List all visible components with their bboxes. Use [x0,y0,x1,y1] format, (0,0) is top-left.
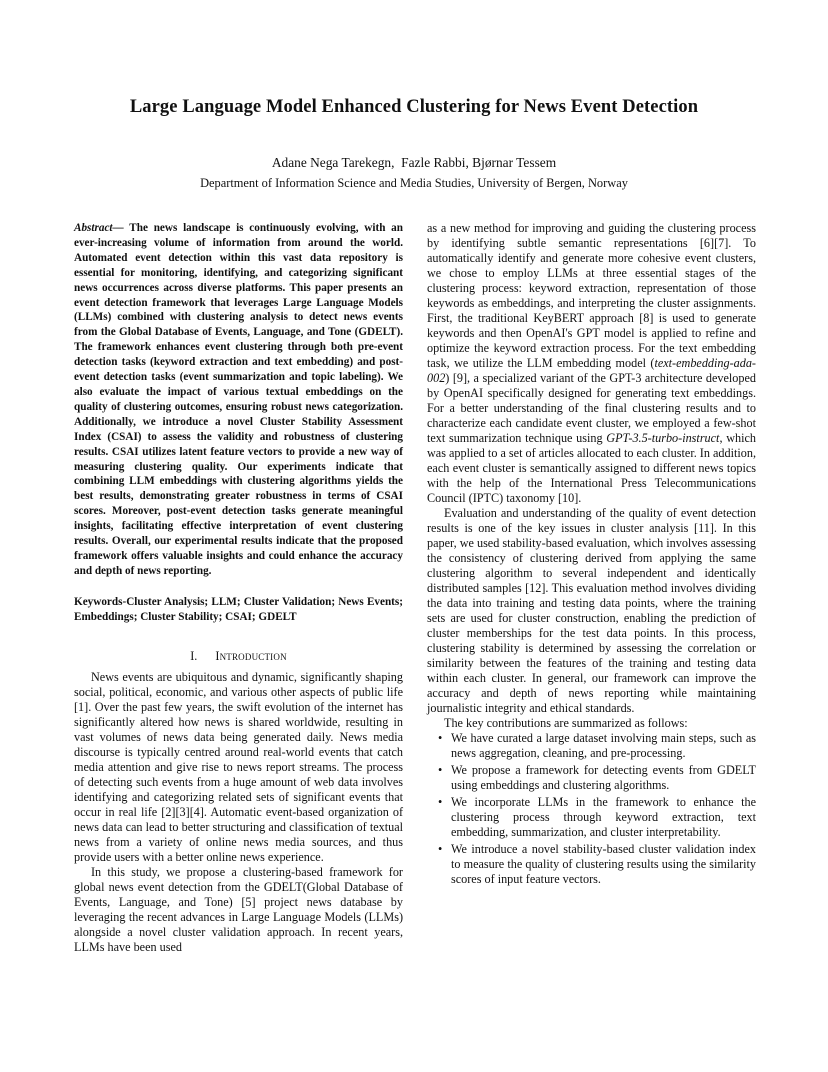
contributions-intro: The key contributions are summarized as follows: [444,716,688,730]
list-item [438,763,756,793]
left-column [74,221,403,955]
section-number: I. [190,648,198,663]
contributions-list [427,731,756,887]
contribution-text: We propose a framework for detecting events from GDELT using embeddings and clustering algorithms. [451,763,756,792]
bullet-icon: • [438,731,443,745]
paragraph-text-part: , which was applied to a set of articles allocated to each cluster. In addition, each event cluster is semantically assigned to different news topics with the help of the International Press Telecommunications Council (IPTC) taxonomy [10]. [427,431,756,505]
section-heading-introduction [74,649,403,664]
paper-title: Large Language Model Enhanced Clustering for News Event Detection [129,97,699,117]
list-item [438,842,756,887]
intro-paragraph-4: Evaluation and understanding of the quality of event detection results is one of the key issues in cluster analysis [11]. In this paper, we used stability-based evaluation, which involves assessing the consistency of clustering derived from applying the same clustering algorithm to several independent and identically distributed samples [12]. This evaluation method involves dividing the data into training and testing data points, where the training sets are used for cluster construction, enabling the prediction of cluster memberships for the test data points. In this process, clustering stability is determined by assessing the correlation or similarity between the features of the training and testing data within each cluster. In general, our framework can improve the accuracy and depth of news reporting while maintaining journalistic integrity and ethical standards. [427,506,756,715]
abstract-label: Abstract— [74,222,124,234]
model-name-summarization: GPT-3.5-turbo-instruct [606,431,720,445]
model-name-embedding: text-embedding-ada-002 [427,356,756,385]
list-item [438,731,756,761]
author-affiliation: Department of Information Science and Media Studies, University of Bergen, Norway [200,176,628,190]
contribution-text: We introduce a novel stability-based cluster validation index to measure the quality of clustering results using the similarity scores of input feature vectors. [451,842,756,886]
author-list: Adane Nega Tarekegn, Fazle Rabbi, Bjørnar Tessem [271,155,557,170]
list-item [438,795,756,840]
bullet-icon: • [438,795,443,809]
intro-paragraph-2: In this study, we propose a clustering-based framework for global news event detection from the GDELT(Global Database of Events, Language, and Tone) [5] project news database by leveraging the recent advances in Large Language Models (LLMs) alongside a novel cluster validation approach. In recent years, LLMs have been used [74,864,403,954]
bullet-icon: • [438,763,443,777]
paragraph-text-part: as a new method for improving and guiding the clustering process by identifying subtle semantic representations [6][7]. To automatically identify and generate more cohesive event clusters, we chose to employ LLMs at three essential stages of the clustering process: keyword extraction, representation of those keywords as embeddings, and interpreting the cluster assignments. First, the traditional KeyBERT approach [8] is used to generate keywords and then OpenAI's GPT model is applied to refine and optimize the keyword extraction process. For the text embedding task, we utilize the LLM embedding model ( [427,221,756,370]
abstract-text: The news landscape is continuously evolving, with an ever-increasing volume of information from around the world. Automated event detection within this vast data repository is essential for monitoring, identifying, and categorizing significant news occurrences across diverse platforms. This paper presents an event detection framework that leverages Large Language Models (LLMs) combined with clustering analysis to detect news events from the Global Database of Events, Language, and Tone (GDELT). The framework enhances event clustering through both pre-event detection tasks (keyword extraction and text embedding) and post-event detection tasks (event summarization and topic labeling). We also evaluate the impact of various textual embeddings on the quality of clustering outcomes, ensuring robust news categorization. Additionally, we introduce a novel Cluster Stability Assessment Index (CSAI) to assess the validity and robustness of clustering results. CSAI utilizes latent feature vectors to provide a new way of measuring clustering quality. Our experiments indicate that combining LLM embeddings with clustering algorithms yields the best results, demonstrating greater robustness in terms of CSAI scores. Moreover, post-event detection tasks generate meaningful insights, facilitating effective interpretation of event clustering results. Overall, our experimental results indicate that the proposed framework offers valuable insights and could enhance the accuracy and depth of news reporting. [74,222,403,577]
section-title: Introduction [215,648,287,663]
keywords: Keywords-Cluster Analysis; LLM; Cluster Validation; News Events; Embeddings; Cluster Stability; CSAI; GDELT [74,595,403,623]
contribution-text: We incorporate LLMs in the framework to enhance the clustering process through keyword extraction, text embedding, summarization, and cluster interpretability. [451,795,756,839]
abstract [74,221,403,579]
bullet-icon: • [438,842,443,856]
right-column [427,221,756,889]
paragraph-text-part: ) [9], a specialized variant of the GPT-3 architecture developed by OpenAI specifically designed for generating text embeddings. For a better understanding of the final clustering results and to characterize each candidate event cluster, we employed a few-shot text summarization technique using [427,371,756,445]
intro-paragraph-1: News events are ubiquitous and dynamic, significantly shaping social, political, economic, and various other aspects of public life [1]. Over the past few years, the swift evolution of the internet has significantly altered how news is shared worldwide, resulting in vast volumes of news data being generated daily. News media discourse is typically centred around real-world events that catch media attention and give rise to news report streams. The process of detecting such events from a huge amount of web data involves identifying and categorizing related sets of significant events that occur in real life [2][3][4]. Automatic event-based organization of news data can lead to better structuring and classification of textual news from a variety of online news media sources, and thus provide users with a better online news experience. [74,669,403,864]
contribution-text: We have curated a large dataset involving main steps, such as news aggregation, cleaning, and pre-processing. [451,731,756,760]
intro-paragraph-3 [427,221,756,506]
